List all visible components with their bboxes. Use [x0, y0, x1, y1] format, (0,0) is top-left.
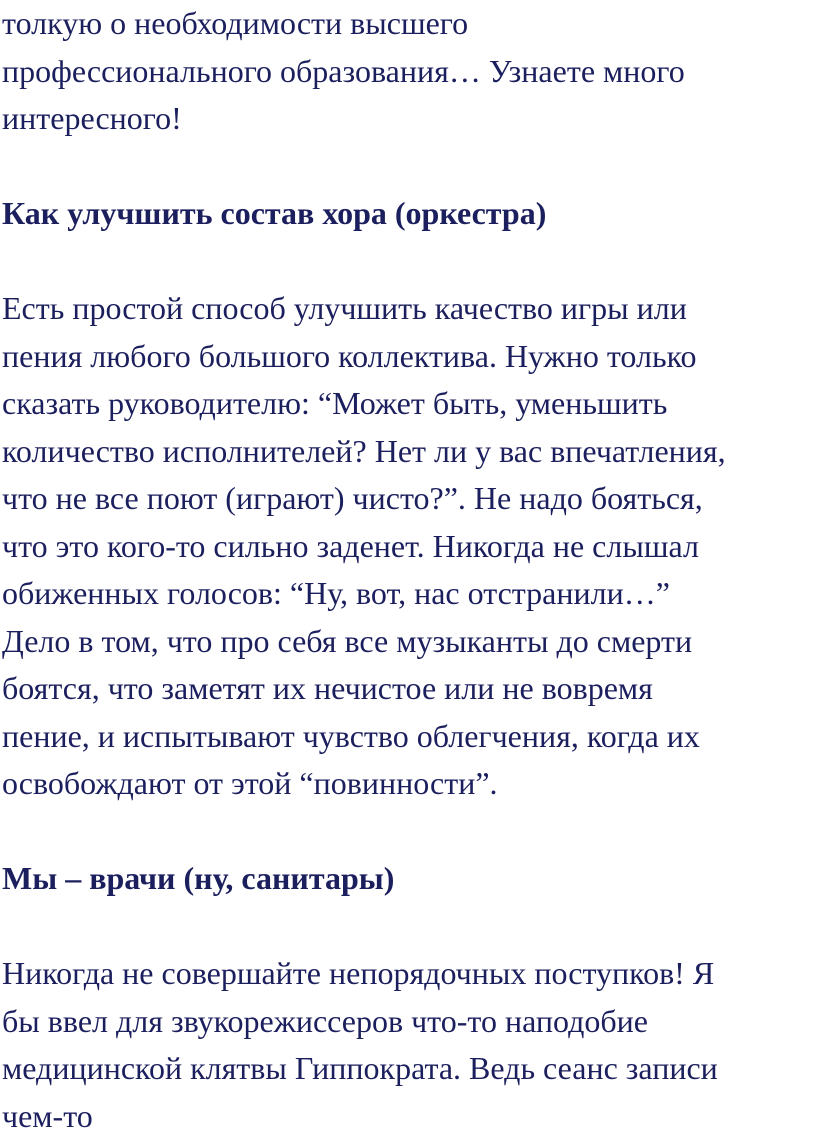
text-line: что это кого-то сильно заденет. Никогда не слышал: [2, 523, 814, 571]
text-line: медицинской клятвы Гиппократа. Ведь сеанс записи: [2, 1045, 814, 1093]
paragraph-spacer: [2, 903, 814, 951]
section-heading-doctors: Мы – врачи (ну, санитары): [2, 855, 814, 903]
text-line: что не все поют (играют) чисто?”. Не надо бояться,: [2, 475, 814, 523]
text-line: толкую о необходимости высшего: [2, 0, 814, 48]
text-line: Есть простой способ улучшить качество игры или: [2, 285, 814, 333]
text-line: Дело в том, что про себя все музыканты до смерти: [2, 618, 814, 666]
text-line: пение, и испытывают чувство облегчения, когда их: [2, 713, 814, 761]
text-line: освобождают от этой “повинности”.: [2, 760, 814, 808]
text-line: чем-то: [2, 1093, 814, 1140]
section-heading-choir: Как улучшить состав хора (оркестра): [2, 190, 814, 238]
paragraph-spacer: [2, 808, 814, 856]
text-line: количество исполнителей? Нет ли у вас впечатления,: [2, 428, 814, 476]
text-line: Никогда не совершайте непорядочных поступков! Я: [2, 950, 814, 998]
choir-paragraph: [2, 285, 814, 808]
document-page: [2, 0, 814, 1140]
paragraph-spacer: [2, 143, 814, 191]
text-line: интересного!: [2, 95, 814, 143]
paragraph-spacer: [2, 238, 814, 286]
doctors-paragraph: [2, 950, 814, 1140]
text-line: боятся, что заметят их нечистое или не вовремя: [2, 665, 814, 713]
text-line: пения любого большого коллектива. Нужно только: [2, 333, 814, 381]
intro-paragraph: [2, 0, 814, 143]
text-line: бы ввел для звукорежиссеров что-то наподобие: [2, 998, 814, 1046]
text-line: профессионального образования… Узнаете много: [2, 48, 814, 96]
text-line: сказать руководителю: “Может быть, уменьшить: [2, 380, 814, 428]
text-line: обиженных голосов: “Ну, вот, нас отстранили…”: [2, 570, 814, 618]
